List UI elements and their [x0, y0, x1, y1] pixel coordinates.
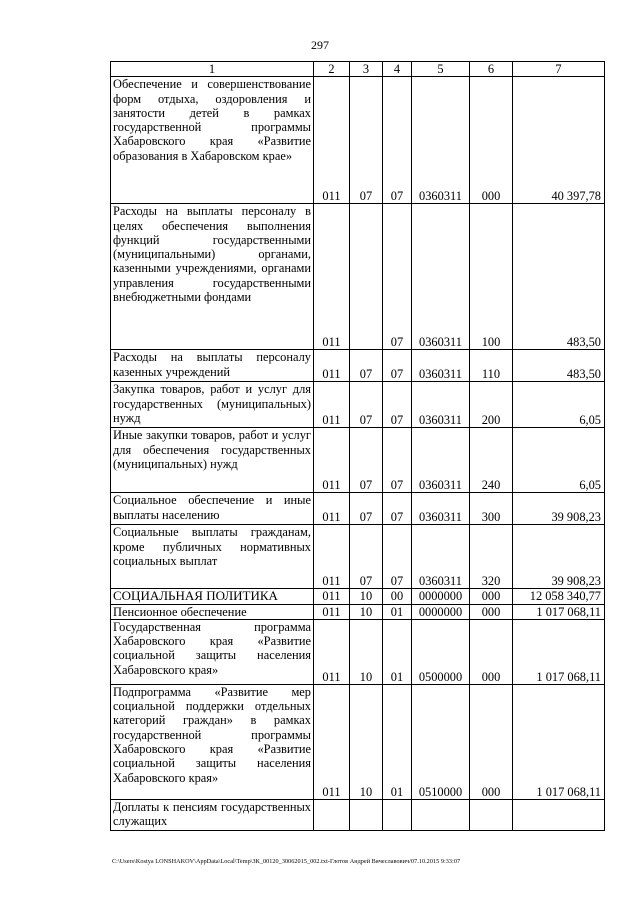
row-name: Расходы на выплаты персоналу казенных учреждений [111, 350, 314, 382]
table-row [111, 604, 605, 619]
cell-col-6: 100 [470, 204, 513, 350]
cell-col-2: 011 [314, 604, 350, 619]
cell-col-2: 011 [314, 684, 350, 799]
cell-col-2: 011 [314, 493, 350, 525]
cell-col-5: 0360311 [412, 77, 470, 204]
budget-table [110, 61, 605, 831]
cell-col-5: 0510000 [412, 684, 470, 799]
cell-col-6: 000 [470, 604, 513, 619]
table-row [111, 589, 605, 604]
table-row [111, 493, 605, 525]
row-name: Социальные выплаты гражданам, кроме публичных нормативных социальных выплат [111, 525, 314, 589]
cell-col-2: 011 [314, 589, 350, 604]
header-cell-3: 3 [350, 62, 383, 77]
table-header-row [111, 62, 605, 77]
table-row [111, 799, 605, 830]
cell-col-4: 07 [383, 525, 412, 589]
cell-col-7: 6,05 [513, 382, 605, 428]
cell-col-6: 300 [470, 493, 513, 525]
cell-col-6: 000 [470, 684, 513, 799]
cell-col-2: 011 [314, 619, 350, 684]
cell-col-5: 0500000 [412, 619, 470, 684]
table-row [111, 382, 605, 428]
table-row [111, 350, 605, 382]
cell-col-3 [350, 799, 383, 830]
cell-col-3: 10 [350, 604, 383, 619]
cell-col-3 [350, 204, 383, 350]
row-name: Иные закупки товаров, работ и услуг для обеспечения государственных (муниципальных) нужд [111, 428, 314, 493]
cell-col-7: 483,50 [513, 350, 605, 382]
cell-col-5: 0000000 [412, 589, 470, 604]
cell-col-2: 011 [314, 204, 350, 350]
cell-col-3: 07 [350, 77, 383, 204]
header-cell-6: 6 [470, 62, 513, 77]
cell-col-6: 000 [470, 619, 513, 684]
cell-col-7: 1 017 068,11 [513, 604, 605, 619]
cell-col-4: 07 [383, 77, 412, 204]
cell-col-7: 6,05 [513, 428, 605, 493]
cell-col-6: 240 [470, 428, 513, 493]
table-row [111, 525, 605, 589]
row-name: Расходы на выплаты персоналу в целях обеспечения выполнения функций государственными (муниципальными) органами, казенными учреждениями, органами управления государственными внебюджетными фондами [111, 204, 314, 350]
cell-col-7: 483,50 [513, 204, 605, 350]
cell-col-4: 01 [383, 684, 412, 799]
cell-col-5: 0360311 [412, 382, 470, 428]
cell-col-7: 1 017 068,11 [513, 684, 605, 799]
row-name: Закупка товаров, работ и услуг для государственных (муниципальных) нужд [111, 382, 314, 428]
table-row [111, 684, 605, 799]
header-cell-5: 5 [412, 62, 470, 77]
cell-col-2 [314, 799, 350, 830]
header-cell-4: 4 [383, 62, 412, 77]
cell-col-4: 00 [383, 589, 412, 604]
table-row [111, 77, 605, 204]
cell-col-3: 10 [350, 619, 383, 684]
cell-col-3: 10 [350, 684, 383, 799]
cell-col-5: 0360311 [412, 525, 470, 589]
cell-col-7: 1 017 068,11 [513, 619, 605, 684]
cell-col-7: 39 908,23 [513, 493, 605, 525]
cell-col-3: 07 [350, 525, 383, 589]
cell-col-4 [383, 799, 412, 830]
cell-col-5: 0360311 [412, 350, 470, 382]
cell-col-4: 01 [383, 604, 412, 619]
cell-col-2: 011 [314, 77, 350, 204]
cell-col-6: 200 [470, 382, 513, 428]
row-name: Доплаты к пенсиям государственных служащих [111, 799, 314, 830]
row-name: СОЦИАЛЬНАЯ ПОЛИТИКА [111, 589, 314, 604]
header-cell-1: 1 [111, 62, 314, 77]
row-name: Государственная программа Хабаровского края «Развитие социальной защиты населения Хабаровского края» [111, 619, 314, 684]
cell-col-3: 07 [350, 493, 383, 525]
cell-col-4: 07 [383, 382, 412, 428]
cell-col-7 [513, 799, 605, 830]
header-cell-7: 7 [513, 62, 605, 77]
cell-col-4: 07 [383, 350, 412, 382]
table-row [111, 619, 605, 684]
cell-col-6 [470, 799, 513, 830]
cell-col-5: 0360311 [412, 428, 470, 493]
row-name: Пенсионное обеспечение [111, 604, 314, 619]
cell-col-4: 07 [383, 204, 412, 350]
cell-col-4: 07 [383, 493, 412, 525]
cell-col-5: 0360311 [412, 493, 470, 525]
cell-col-6: 110 [470, 350, 513, 382]
cell-col-3: 10 [350, 589, 383, 604]
cell-col-5: 0000000 [412, 604, 470, 619]
row-name: Социальное обеспечение и иные выплаты населению [111, 493, 314, 525]
cell-col-6: 000 [470, 589, 513, 604]
header-cell-2: 2 [314, 62, 350, 77]
page-number: 297 [311, 38, 329, 52]
cell-col-2: 011 [314, 428, 350, 493]
cell-col-3: 07 [350, 428, 383, 493]
file-path-footer: C:\Users\Kostya LONSHAKOV\AppData\Local\Temp\ЗК_00120_30062015_002.txt-Глотов Андрей Вячеславович/07.10.2015 9:33:07 [112, 858, 461, 865]
cell-col-7: 40 397,78 [513, 77, 605, 204]
cell-col-5 [412, 799, 470, 830]
table-row [111, 428, 605, 493]
cell-col-3: 07 [350, 350, 383, 382]
cell-col-6: 000 [470, 77, 513, 204]
row-name: Подпрограмма «Развитие мер социальной поддержки отдельных категорий граждан» в рамках государственной программы Хабаровского края «Развитие социальной защиты населения Хабаровского края» [111, 684, 314, 799]
row-name: Обеспечение и совершенствование форм отдыха, оздоровления и занятости детей в рамках государственной программы Хабаровского края «Развитие образования в Хабаровском крае» [111, 77, 314, 204]
cell-col-6: 320 [470, 525, 513, 589]
cell-col-4: 01 [383, 619, 412, 684]
cell-col-7: 39 908,23 [513, 525, 605, 589]
cell-col-5: 0360311 [412, 204, 470, 350]
cell-col-2: 011 [314, 525, 350, 589]
table-row [111, 204, 605, 350]
cell-col-4: 07 [383, 428, 412, 493]
cell-col-3: 07 [350, 382, 383, 428]
cell-col-7: 12 058 340,77 [513, 589, 605, 604]
cell-col-2: 011 [314, 350, 350, 382]
cell-col-2: 011 [314, 382, 350, 428]
